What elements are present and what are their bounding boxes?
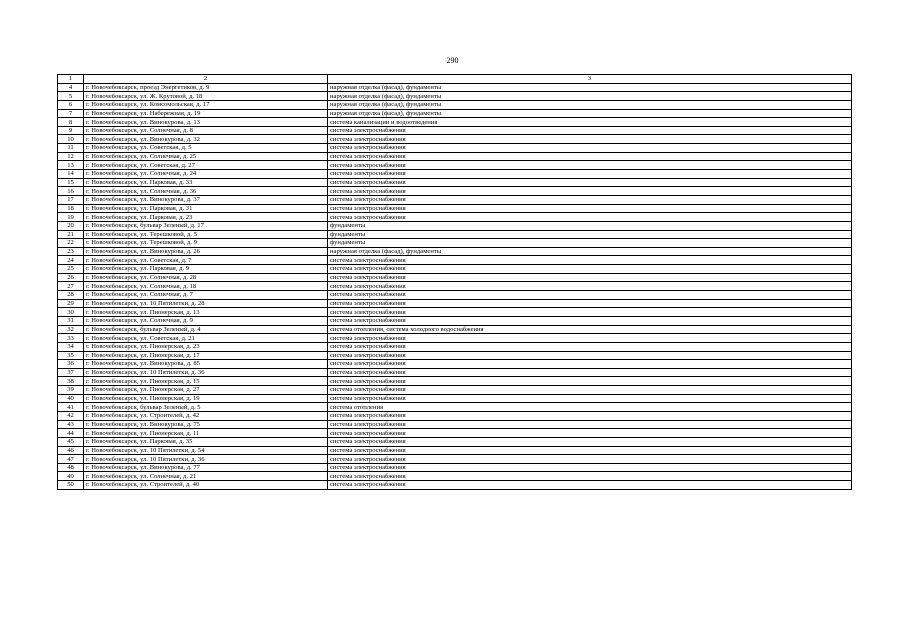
row-work-type: система отопления: [328, 403, 852, 412]
table-row: [58, 446, 852, 455]
row-number: 18: [58, 204, 84, 213]
row-number: 35: [58, 351, 84, 360]
row-work-type: наружная отделка (фасад), фундаменты: [328, 92, 852, 101]
row-address: г. Новочебоксарск, ул. Строителей, д. 42: [84, 411, 328, 420]
column-header-address: 2: [84, 75, 328, 84]
table-row: [58, 291, 852, 300]
row-address: г. Новочебоксарск, ул. Советская, д. 21: [84, 334, 328, 343]
row-work-type: система электроснабжения: [328, 282, 852, 291]
row-address: г. Новочебоксарск, ул. Парковая, д. 33: [84, 178, 328, 187]
table-row: [58, 118, 852, 127]
address-table: [57, 74, 852, 490]
table-row: [58, 161, 852, 170]
row-address: г. Новочебоксарск, ул. Винокурова, д. 75: [84, 420, 328, 429]
row-number: 33: [58, 334, 84, 343]
table-row: [58, 187, 852, 196]
row-number: 17: [58, 195, 84, 204]
table-row: [58, 204, 852, 213]
row-work-type: наружная отделка (фасад), фундаменты: [328, 83, 852, 92]
row-address: г. Новочебоксарск, ул. 10 Пятилетки, д. 54: [84, 446, 328, 455]
table-row: [58, 299, 852, 308]
row-work-type: система электроснабжения: [328, 299, 852, 308]
row-number: 25: [58, 265, 84, 274]
row-number: 20: [58, 221, 84, 230]
row-address: г. Новочебоксарск, ул. Пионерская, д. 11: [84, 429, 328, 438]
table-row: [58, 170, 852, 179]
row-address: г. Новочебоксарск, ул. Пионерская, д. 23: [84, 342, 328, 351]
row-work-type: система электроснабжения: [328, 135, 852, 144]
table-row: [58, 325, 852, 334]
row-address: г. Новочебоксарск, ул. Пионерская, д. 13: [84, 308, 328, 317]
row-number: 5: [58, 92, 84, 101]
row-number: 23: [58, 247, 84, 256]
row-address: г. Новочебоксарск, ул. Винокурова, д. 37: [84, 195, 328, 204]
row-address: г. Новочебоксарск, ул. Ж. Крутовой, д. 18: [84, 92, 328, 101]
row-work-type: система электроснабжения: [328, 334, 852, 343]
row-work-type: система электроснабжения: [328, 386, 852, 395]
table-row: [58, 273, 852, 282]
row-work-type: система электроснабжения: [328, 472, 852, 481]
row-work-type: система электроснабжения: [328, 446, 852, 455]
row-number: 27: [58, 282, 84, 291]
row-number: 11: [58, 144, 84, 153]
row-work-type: система электроснабжения: [328, 161, 852, 170]
row-work-type: система электроснабжения: [328, 411, 852, 420]
table-row: [58, 135, 852, 144]
row-number: 34: [58, 342, 84, 351]
row-number: 49: [58, 472, 84, 481]
row-address: г. Новочебоксарск, ул. Винокурова, д. 85: [84, 360, 328, 369]
row-address: г. Новочебоксарск, ул. Строителей, д. 40: [84, 481, 328, 490]
row-address: г. Новочебоксарск, ул. Винокурова, д. 77: [84, 463, 328, 472]
row-address: г. Новочебоксарск, ул. Пионерская, д. 17: [84, 351, 328, 360]
row-number: 48: [58, 463, 84, 472]
row-number: 24: [58, 256, 84, 265]
page-number: 290: [446, 56, 459, 65]
row-number: 14: [58, 170, 84, 179]
row-address: г. Новочебоксарск, ул. Солнечная, д. 25: [84, 152, 328, 161]
table-row: [58, 221, 852, 230]
table-row: [58, 144, 852, 153]
table-row: [58, 403, 852, 412]
row-address: г. Новочебоксарск, ул. Парковая, д. 31: [84, 204, 328, 213]
row-address: г. Новочебоксарск, бульвар Зеленый, д. 5: [84, 403, 328, 412]
row-address: г. Новочебоксарск, бульвар Зеленый, д. 4: [84, 325, 328, 334]
row-number: 36: [58, 360, 84, 369]
column-header-number: 1: [58, 75, 84, 84]
table-row: [58, 230, 852, 239]
table-row: [58, 334, 852, 343]
table-row: [58, 308, 852, 317]
row-number: 39: [58, 386, 84, 395]
row-work-type: система электроснабжения: [328, 178, 852, 187]
table-header-row: [58, 75, 852, 84]
table-row: [58, 256, 852, 265]
table-row: [58, 126, 852, 135]
row-work-type: система электроснабжения: [328, 195, 852, 204]
row-work-type: система электроснабжения: [328, 360, 852, 369]
row-work-type: система электроснабжения: [328, 394, 852, 403]
row-address: г. Новочебоксарск, ул. 10 Пятилетки, д. 36: [84, 455, 328, 464]
row-work-type: система электроснабжения: [328, 351, 852, 360]
row-address: г. Новочебоксарск, ул. 10 Пятилетки, д. 28: [84, 299, 328, 308]
row-work-type: система электроснабжения: [328, 213, 852, 222]
row-work-type: система электроснабжения: [328, 316, 852, 325]
row-number: 12: [58, 152, 84, 161]
column-header-work-type: 3: [328, 75, 852, 84]
row-number: 19: [58, 213, 84, 222]
table-row: [58, 386, 852, 395]
row-number: 37: [58, 368, 84, 377]
table-row: [58, 368, 852, 377]
row-work-type: система электроснабжения: [328, 420, 852, 429]
table-row: [58, 83, 852, 92]
table-row: [58, 351, 852, 360]
row-address: г. Новочебоксарск, проезд Энергетиков, д. 9: [84, 83, 328, 92]
row-work-type: фундаменты: [328, 239, 852, 248]
table-row: [58, 239, 852, 248]
row-number: 46: [58, 446, 84, 455]
row-address: г. Новочебоксарск, ул. Солнечная, д. 8: [84, 126, 328, 135]
row-work-type: система электроснабжения: [328, 170, 852, 179]
row-address: г. Новочебоксарск, ул. Пионерская, д. 27: [84, 386, 328, 395]
row-number: 30: [58, 308, 84, 317]
row-address: г. Новочебоксарск, ул. Советская, д. 27: [84, 161, 328, 170]
row-work-type: система электроснабжения: [328, 204, 852, 213]
row-work-type: фундаменты: [328, 230, 852, 239]
row-work-type: система электроснабжения: [328, 368, 852, 377]
table-row: [58, 377, 852, 386]
row-number: 13: [58, 161, 84, 170]
row-address: г. Новочебоксарск, ул. 10 Пятилетки, д. 36: [84, 368, 328, 377]
row-address: г. Новочебоксарск, ул. Солнечная, д. 36: [84, 187, 328, 196]
row-number: 43: [58, 420, 84, 429]
row-address: г. Новочебоксарск, ул. Комсомольская, д. 17: [84, 100, 328, 109]
row-number: 45: [58, 437, 84, 446]
table-body: [58, 75, 852, 490]
row-work-type: система электроснабжения: [328, 265, 852, 274]
row-number: 38: [58, 377, 84, 386]
row-number: 4: [58, 83, 84, 92]
row-work-type: фундаменты: [328, 221, 852, 230]
row-address: г. Новочебоксарск, ул. Пионерская, д. 19: [84, 394, 328, 403]
row-number: 41: [58, 403, 84, 412]
row-number: 32: [58, 325, 84, 334]
row-address: г. Новочебоксарск, ул. Парковая, д. 35: [84, 437, 328, 446]
table-row: [58, 247, 852, 256]
row-address: г. Новочебоксарск, ул. Терешковой, д. 5: [84, 230, 328, 239]
row-address: г. Новочебоксарск, ул. Терешковой, д. 9: [84, 239, 328, 248]
row-work-type: система электроснабжения: [328, 429, 852, 438]
row-address: г. Новочебоксарск, ул. Солнечная, д. 9: [84, 316, 328, 325]
row-work-type: система электроснабжения: [328, 455, 852, 464]
row-work-type: система электроснабжения: [328, 463, 852, 472]
row-work-type: наружная отделка (фасад), фундаменты: [328, 109, 852, 118]
row-number: 8: [58, 118, 84, 127]
row-work-type: система электроснабжения: [328, 308, 852, 317]
row-number: 47: [58, 455, 84, 464]
row-address: г. Новочебоксарск, ул. Советская, д. 5: [84, 144, 328, 153]
table-row: [58, 342, 852, 351]
row-address: г. Новочебоксарск, ул. Солнечная, д. 18: [84, 282, 328, 291]
table-row: [58, 316, 852, 325]
row-number: 40: [58, 394, 84, 403]
row-address: г. Новочебоксарск, ул. Солнечная, д. 28: [84, 273, 328, 282]
row-address: г. Новочебоксарск, ул. Солнечная, д. 7: [84, 291, 328, 300]
table-row: [58, 178, 852, 187]
table-row: [58, 411, 852, 420]
table-row: [58, 152, 852, 161]
table-row: [58, 394, 852, 403]
row-number: 15: [58, 178, 84, 187]
row-number: 31: [58, 316, 84, 325]
table-row: [58, 481, 852, 490]
row-address: г. Новочебоксарск, ул. Парковая, д. 23: [84, 213, 328, 222]
row-work-type: система отопления, система холодного водоснабжения: [328, 325, 852, 334]
table-row: [58, 437, 852, 446]
row-work-type: наружная отделка (фасад), фундаменты: [328, 100, 852, 109]
row-number: 21: [58, 230, 84, 239]
row-address: г. Новочебоксарск, ул. Парковая, д. 9: [84, 265, 328, 274]
row-work-type: система электроснабжения: [328, 187, 852, 196]
row-work-type: система электроснабжения: [328, 481, 852, 490]
table-row: [58, 100, 852, 109]
row-work-type: система электроснабжения: [328, 342, 852, 351]
row-number: 28: [58, 291, 84, 300]
row-address: г. Новочебоксарск, ул. Солнечная, д. 21: [84, 472, 328, 481]
row-number: 6: [58, 100, 84, 109]
table-row: [58, 195, 852, 204]
table-row: [58, 282, 852, 291]
table-row: [58, 92, 852, 101]
row-address: г. Новочебоксарск, ул. Винокурова, д. 26: [84, 247, 328, 256]
row-work-type: система канализации и водоотведения: [328, 118, 852, 127]
row-address: г. Новочебоксарск, ул. Пионерская, д. 15: [84, 377, 328, 386]
table-row: [58, 265, 852, 274]
table-row: [58, 472, 852, 481]
row-work-type: наружная отделка (фасад), фундаменты: [328, 247, 852, 256]
row-address: г. Новочебоксарск, ул. Набережная, д. 19: [84, 109, 328, 118]
row-number: 9: [58, 126, 84, 135]
row-work-type: система электроснабжения: [328, 437, 852, 446]
row-number: 44: [58, 429, 84, 438]
table-row: [58, 429, 852, 438]
table-row: [58, 213, 852, 222]
row-address: г. Новочебоксарск, бульвар Зеленый, д. 17: [84, 221, 328, 230]
row-address: г. Новочебоксарск, ул. Винокурова, д. 32: [84, 135, 328, 144]
row-number: 16: [58, 187, 84, 196]
row-work-type: система электроснабжения: [328, 256, 852, 265]
row-address: г. Новочебоксарск, ул. Советская, д. 7: [84, 256, 328, 265]
row-work-type: система электроснабжения: [328, 291, 852, 300]
table-row: [58, 360, 852, 369]
row-work-type: система электроснабжения: [328, 126, 852, 135]
table-row: [58, 109, 852, 118]
table-row: [58, 455, 852, 464]
table-row: [58, 420, 852, 429]
row-work-type: система электроснабжения: [328, 377, 852, 386]
row-work-type: система электроснабжения: [328, 273, 852, 282]
row-number: 10: [58, 135, 84, 144]
row-work-type: система электроснабжения: [328, 144, 852, 153]
table-row: [58, 463, 852, 472]
row-address: г. Новочебоксарск, ул. Винокурова, д. 13: [84, 118, 328, 127]
row-number: 22: [58, 239, 84, 248]
row-number: 26: [58, 273, 84, 282]
row-address: г. Новочебоксарск, ул. Солнечная, д. 24: [84, 170, 328, 179]
row-work-type: система электроснабжения: [328, 152, 852, 161]
row-number: 50: [58, 481, 84, 490]
row-number: 29: [58, 299, 84, 308]
row-number: 42: [58, 411, 84, 420]
row-number: 7: [58, 109, 84, 118]
